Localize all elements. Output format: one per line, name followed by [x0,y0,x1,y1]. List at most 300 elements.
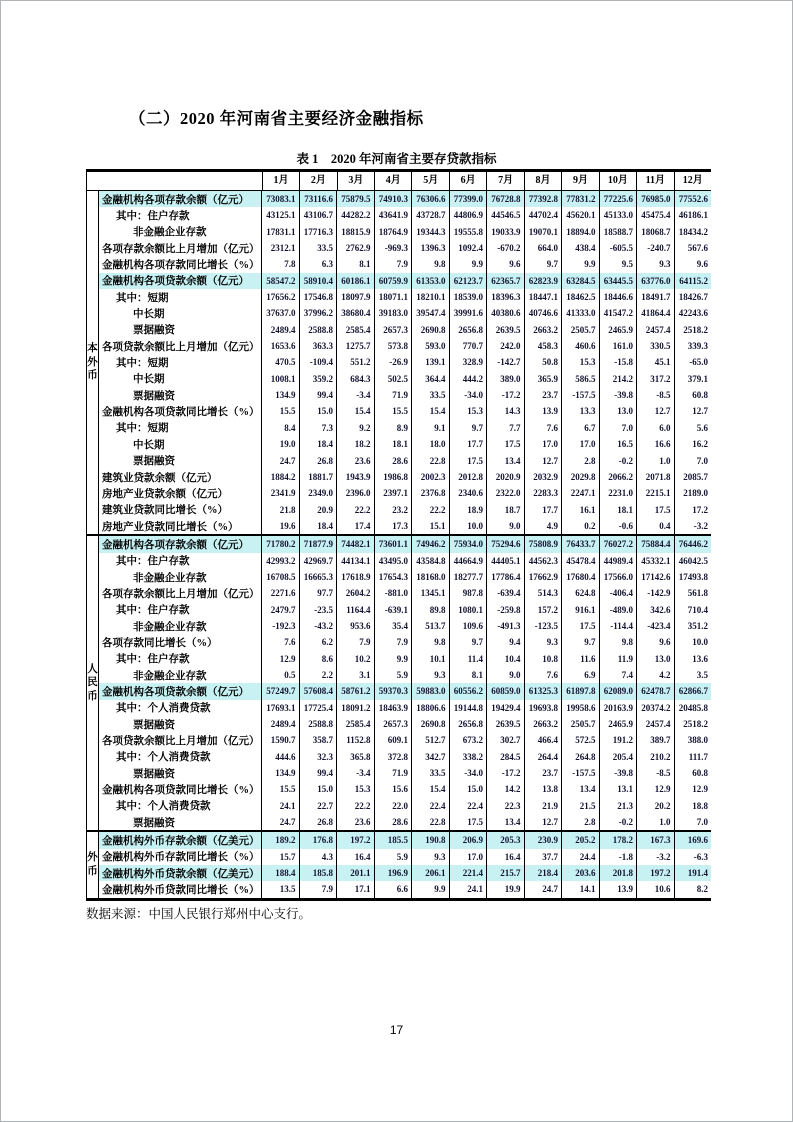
data-cell: 13.9 [599,881,637,897]
data-cell: 18426.7 [674,289,712,305]
data-cell: 26.8 [299,814,337,830]
data-cell: 33.5 [299,240,337,256]
data-cell: 2271.6 [261,585,299,601]
data-cell: 40380.6 [486,305,524,321]
data-cell: 567.6 [674,240,712,256]
data-cell: 2656.8 [449,716,487,732]
data-cell: 23.6 [336,453,374,469]
data-cell: 16708.5 [261,569,299,585]
data-cell: 365.8 [336,749,374,765]
row-label: 金融机构各项贷款余额（亿元） [102,686,249,698]
data-cell: 2690.8 [411,322,449,338]
month-header: 3月 [337,172,374,190]
data-cell: 15.1 [411,518,449,534]
data-cell: 22.2 [336,502,374,518]
data-cell: 2489.4 [261,716,299,732]
data-cell: -157.5 [561,387,599,403]
data-cell: 1092.4 [449,240,487,256]
data-cell: 18539.0 [449,289,487,305]
table-row [99,553,711,569]
data-cell: 16.6 [636,436,674,452]
row-label: 金融机构外币贷款同比增长（%） [102,885,260,897]
data-cell: 15.5 [261,781,299,797]
data-cell: 2639.5 [486,322,524,338]
data-cell: 20374.2 [636,700,674,716]
data-cell: 57608.4 [299,683,337,699]
data-cell: 3.5 [674,667,712,683]
data-cell: 444.6 [261,749,299,765]
data-cell: 167.3 [636,832,674,848]
data-cell: 71877.9 [299,536,337,552]
data-cell: 2465.9 [599,716,637,732]
data-cell: 1345.1 [411,585,449,601]
table-row [99,207,711,223]
data-cell: 58761.2 [336,683,374,699]
data-cell: -1.8 [599,849,637,865]
data-cell: 342.7 [411,749,449,765]
data-cell: 13.0 [636,651,674,667]
data-cell: 76446.2 [674,536,712,552]
data-cell: 389.0 [486,371,524,387]
data-cell: 18091.2 [336,700,374,716]
data-cell: 76306.6 [411,191,449,207]
data-cell: 18815.9 [336,224,374,240]
table-row [99,732,711,748]
data-cell: 2457.4 [636,322,674,338]
data-cell: 5.6 [674,420,712,436]
data-cell: -109.4 [299,354,337,370]
data-cell: 8.4 [261,420,299,436]
data-cell: 9.8 [411,256,449,272]
data-cell: 16.5 [599,436,637,452]
data-cell: 17.5 [449,814,487,830]
data-cell: 18463.9 [374,700,412,716]
table-body [86,191,711,901]
data-cell: 77399.0 [449,191,487,207]
data-cell: 44989.4 [599,553,637,569]
data-cell: 61897.8 [561,683,599,699]
group-label: 外币 [87,832,99,897]
data-cell: 28.6 [374,814,412,830]
data-cell: 62123.7 [449,273,487,289]
data-cell: 214.2 [599,371,637,387]
row-label: 房地产业贷款同比增长（%） [102,521,239,533]
data-cell: 5.9 [374,849,412,865]
data-cell: 44562.3 [524,553,562,569]
table-row [99,305,711,321]
data-cell: 1152.8 [336,732,374,748]
table-row [99,569,711,585]
data-cell: 63776.0 [636,273,674,289]
data-cell: 50.8 [524,354,562,370]
data-cell: 17.0 [449,849,487,865]
data-cell: 444.2 [449,371,487,387]
table-row [99,832,711,848]
data-cell: 74910.3 [374,191,412,207]
data-cell: 15.4 [336,403,374,419]
data-cell: 75934.0 [449,536,487,552]
data-cell: 502.5 [374,371,412,387]
data-cell: 6.7 [561,420,599,436]
data-cell: 15.0 [449,781,487,797]
data-cell: 44546.5 [486,207,524,223]
row-label: 金融机构各项贷款同比增长（%） [102,407,260,419]
data-cell: 9.3 [636,256,674,272]
data-cell: 609.1 [374,732,412,748]
table-row [99,191,711,207]
data-cell: 302.7 [486,732,524,748]
data-cell: 7.0 [674,453,712,469]
section-rows [99,832,711,897]
data-cell: 17725.4 [299,700,337,716]
data-cell: 73083.1 [261,191,299,207]
data-cell: 45478.4 [561,553,599,569]
data-cell: 71.9 [374,387,412,403]
data-cell: 37996.2 [299,305,337,321]
data-cell: 188.4 [261,865,299,881]
data-cell: 2663.2 [524,322,562,338]
data-cell: 18068.7 [636,224,674,240]
table-row [99,289,711,305]
data-cell: 9.3 [411,667,449,683]
data-cell: 8.2 [674,881,712,897]
row-label: 其中：短期 [116,292,169,304]
table-row [99,322,711,338]
data-cell: 41333.0 [561,305,599,321]
data-cell: -491.3 [486,618,524,634]
table-row [99,502,711,518]
data-cell: 2518.2 [674,322,712,338]
data-cell: 76433.7 [561,536,599,552]
data-cell: 1653.6 [261,338,299,354]
data-cell: 20485.8 [674,700,712,716]
data-cell: 18588.7 [599,224,637,240]
data-cell: 358.7 [299,732,337,748]
data-cell: 18.8 [674,798,712,814]
data-cell: 2505.7 [561,716,599,732]
section-rows [99,191,711,534]
data-cell: 18097.9 [336,289,374,305]
data-cell: 13.4 [486,814,524,830]
data-cell: 1881.7 [299,469,337,485]
data-cell: 71.9 [374,765,412,781]
data-cell: 19958.6 [561,700,599,716]
data-cell: 2376.8 [411,485,449,501]
data-cell: 2215.1 [636,485,674,501]
data-cell: 9.8 [411,634,449,650]
data-cell: 0.5 [261,667,299,683]
data-cell: 40746.6 [524,305,562,321]
data-cell: 43641.9 [374,207,412,223]
row-label: 金融机构外币贷款余额（亿美元） [102,868,260,880]
data-cell: 6.0 [636,420,674,436]
row-label: 非金融企业存款 [133,621,207,633]
data-cell: 19555.8 [449,224,487,240]
data-cell: -192.3 [261,618,299,634]
data-cell: 201.8 [599,865,637,881]
data-cell: 77831.2 [561,191,599,207]
data-cell: 7.0 [599,420,637,436]
data-cell: 6.3 [299,256,337,272]
data-cell: 330.5 [636,338,674,354]
data-cell: 1080.1 [449,602,487,618]
data-cell: 389.7 [636,732,674,748]
data-cell: 18446.6 [599,289,637,305]
table-row [99,667,711,683]
data-cell: 9.0 [486,667,524,683]
data-cell: -881.0 [374,585,412,601]
data-cell: 41547.2 [599,305,637,321]
data-cell: 12.7 [674,403,712,419]
data-cell: 13.5 [261,881,299,897]
data-cell: 12.7 [636,403,674,419]
data-cell: 2762.9 [336,240,374,256]
data-cell: 9.1 [411,420,449,436]
data-cell: 17.7 [449,436,487,452]
data-cell: 58910.4 [299,273,337,289]
data-cell: 18.2 [336,436,374,452]
table-row [99,881,711,897]
data-cell: -114.4 [599,618,637,634]
data-cell: 2349.0 [299,485,337,501]
data-cell: 561.8 [674,585,712,601]
data-cell: 75808.9 [524,536,562,552]
row-label: 金融机构各项存款余额（亿元） [102,194,249,206]
table-row [99,338,711,354]
data-cell: 9.6 [486,256,524,272]
data-cell: 17.3 [374,518,412,534]
data-cell: 42969.7 [299,553,337,569]
data-cell: 62866.7 [674,683,712,699]
data-cell: 342.6 [636,602,674,618]
data-cell: 19.6 [261,518,299,534]
data-cell: 10.6 [636,881,674,897]
table-row [99,798,711,814]
data-cell: 42243.6 [674,305,712,321]
row-label: 其中：住户存款 [116,654,190,666]
data-cell: 24.4 [561,849,599,865]
data-cell: 17618.9 [336,569,374,585]
data-cell: 2585.4 [336,716,374,732]
data-cell: -3.2 [674,518,712,534]
main-table [86,169,711,901]
row-label: 票据融资 [133,719,175,731]
data-cell: 176.8 [299,832,337,848]
data-cell: 205.2 [561,832,599,848]
data-cell: 17786.4 [486,569,524,585]
data-cell: 19429.4 [486,700,524,716]
data-cell: 18396.3 [486,289,524,305]
data-cell: 6.2 [299,634,337,650]
data-cell: 15.4 [411,403,449,419]
data-cell: 33.5 [411,765,449,781]
data-cell: 8.9 [374,420,412,436]
data-cell: 63445.5 [599,273,637,289]
data-cell: 15.4 [411,781,449,797]
table-row [99,256,711,272]
table-caption: 表 1 2020 年河南省主要存贷款指标 [296,152,497,166]
data-cell: 13.4 [486,453,524,469]
section-rows [99,536,711,830]
data-cell: 24.1 [261,798,299,814]
data-cell: 39547.4 [411,305,449,321]
data-cell: 24.7 [261,814,299,830]
data-cell: 460.6 [561,338,599,354]
data-cell: 242.0 [486,338,524,354]
data-cell: 9.4 [486,634,524,650]
month-header: 6月 [449,172,486,190]
data-cell: 18210.1 [411,289,449,305]
data-cell: 230.9 [524,832,562,848]
data-cell: 512.7 [411,732,449,748]
data-cell: 64115.2 [674,273,712,289]
data-cell: 18.4 [299,518,337,534]
data-cell: 17.0 [524,436,562,452]
data-cell: 19144.8 [449,700,487,716]
row-label: 非金融企业存款 [133,227,207,239]
data-cell: 351.2 [674,618,712,634]
data-cell: 1.0 [636,453,674,469]
data-cell: 15.3 [561,354,599,370]
data-cell: 2066.2 [599,469,637,485]
data-cell: 7.9 [336,634,374,650]
data-cell: 573.8 [374,338,412,354]
data-cell: 20.2 [636,798,674,814]
data-cell: 664.0 [524,240,562,256]
data-cell: 6.6 [374,881,412,897]
data-cell: 18168.0 [411,569,449,585]
data-cell: 75884.4 [636,536,674,552]
table-header-row [86,169,711,191]
row-label: 其中：住户存款 [116,211,190,223]
data-cell: 43495.0 [374,553,412,569]
data-cell: 18.7 [486,502,524,518]
data-cell: 18071.1 [374,289,412,305]
table-row [99,814,711,830]
row-label: 各项存款余额比上月增加（亿元） [102,588,260,600]
data-cell: 201.1 [336,865,374,881]
row-label: 各项存款余额比上月增加（亿元） [102,243,260,255]
data-cell: 24.7 [261,453,299,469]
data-cell: 9.9 [561,256,599,272]
data-cell: 7.0 [674,814,712,830]
data-cell: 111.7 [674,749,712,765]
month-header: 9月 [561,172,598,190]
data-cell: 9.6 [636,634,674,650]
data-cell: 2020.9 [486,469,524,485]
data-cell: 7.7 [486,420,524,436]
data-cell: 572.5 [561,732,599,748]
data-cell: 18.9 [449,502,487,518]
data-cell: 12.9 [674,781,712,797]
data-cell: 39991.6 [449,305,487,321]
table-row [99,634,711,650]
row-label: 中长期 [133,374,165,386]
data-cell: 624.8 [561,585,599,601]
data-cell: 17656.2 [261,289,299,305]
data-cell: 17716.3 [299,224,337,240]
data-cell: 8.1 [336,256,374,272]
data-cell: 2.8 [561,453,599,469]
table-row [99,224,711,240]
data-cell: 338.2 [449,749,487,765]
data-cell: 5.9 [374,667,412,683]
data-cell: 17.5 [449,453,487,469]
month-header: 5月 [411,172,448,190]
data-cell: 2656.8 [449,322,487,338]
data-cell: 45620.1 [561,207,599,223]
data-cell: 189.2 [261,832,299,848]
data-cell: 7.9 [374,256,412,272]
row-label: 中长期 [133,439,165,451]
row-label: 非金融企业存款 [133,572,207,584]
table-section [86,832,711,900]
table-row [99,371,711,387]
data-cell: 46186.1 [674,207,712,223]
data-cell: 0.2 [561,518,599,534]
data-cell: 19.9 [486,881,524,897]
data-cell: 21.8 [261,502,299,518]
data-cell: 62089.0 [599,683,637,699]
data-cell: 16.1 [561,502,599,518]
data-cell: 328.9 [449,354,487,370]
row-label: 其中：短期 [116,423,169,435]
month-header: 10月 [599,172,636,190]
data-cell: 17.4 [336,518,374,534]
data-cell: 4.2 [636,667,674,683]
data-cell: 215.7 [486,865,524,881]
data-cell: 45133.0 [599,207,637,223]
data-cell: -0.6 [599,518,637,534]
data-cell: 1884.2 [261,469,299,485]
data-cell: 15.5 [261,403,299,419]
data-cell: 1590.7 [261,732,299,748]
data-cell: 513.7 [411,618,449,634]
data-cell: 9.7 [561,634,599,650]
data-cell: 99.4 [299,765,337,781]
data-cell: 2588.8 [299,322,337,338]
data-cell: 73116.6 [299,191,337,207]
data-cell: 13.0 [599,403,637,419]
data-cell: 18.1 [374,436,412,452]
data-cell: 2657.3 [374,322,412,338]
table-row [99,585,711,601]
data-cell: -3.4 [336,387,374,403]
data-cell: 17493.8 [674,569,712,585]
source-note: 数据来源：中国人民银行郑州中心支行。 [86,907,312,921]
data-cell: 17.0 [561,436,599,452]
data-cell: 0.4 [636,518,674,534]
data-cell: 987.8 [449,585,487,601]
data-cell: 2518.2 [674,716,712,732]
table-row [99,765,711,781]
data-cell: 61325.3 [524,683,562,699]
table-row [99,618,711,634]
data-cell: -0.2 [599,814,637,830]
page-title: （二）2020 年河南省主要经济金融指标 [129,109,424,128]
data-cell: 38680.4 [336,305,374,321]
row-label: 其中：住户存款 [116,556,190,568]
data-cell: 43728.7 [411,207,449,223]
data-cell: 339.3 [674,338,712,354]
data-cell: 26.8 [299,453,337,469]
table-row [99,436,711,452]
data-cell: 19344.3 [411,224,449,240]
data-cell: 24.7 [524,881,562,897]
data-cell: 77225.6 [599,191,637,207]
data-cell: 12.9 [636,781,674,797]
data-cell: -639.1 [374,602,412,618]
